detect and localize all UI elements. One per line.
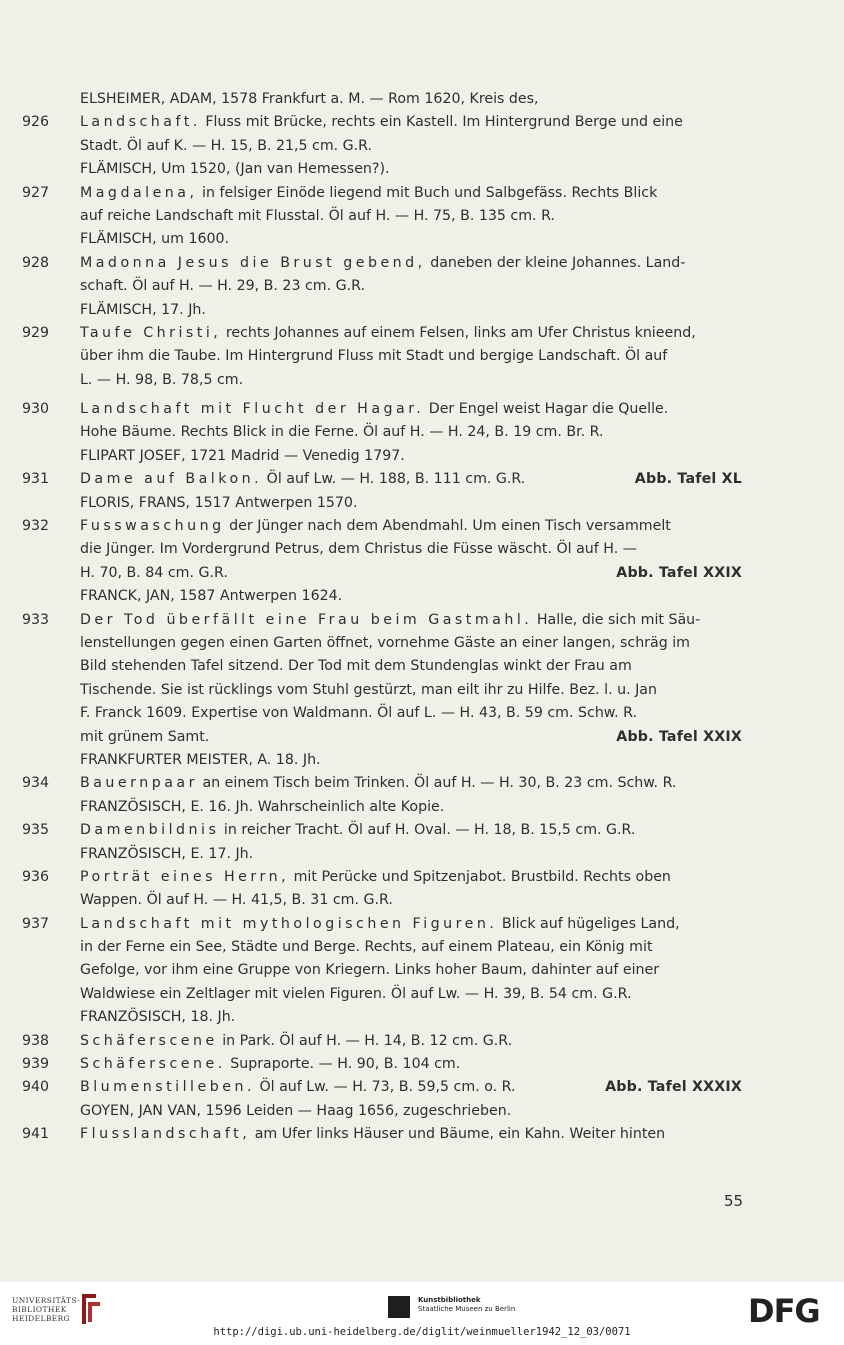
lot-text: am Ufer links Häuser und Bäume, ein Kahn. Weiter hinten (254, 1126, 666, 1143)
lot-number: 930 (22, 401, 50, 418)
lot-text: in der Ferne ein See, Städte und Berge. Rechts, auf einem Plateau, ein König mit (80, 939, 653, 956)
catalogue-line (0, 936, 844, 959)
permalink-url[interactable]: http://digi.ub.uni-heidelberg.de/diglit/weinmueller1942_12_03/0071 (213, 1326, 631, 1338)
catalogue-line (0, 322, 844, 345)
artist-header (0, 1100, 844, 1123)
lot-description (80, 1053, 744, 1076)
lot-title: Fusswaschung (80, 518, 225, 535)
lot-text: L. — H. 98, B. 78,5 cm. (80, 371, 244, 388)
lot-title: Schäferscene. (80, 1056, 226, 1073)
kb-name: Kunstbibliothek (418, 1296, 481, 1304)
lot-description (80, 345, 744, 368)
catalogue-line (0, 1030, 844, 1053)
dfg-logo[interactable]: DFG (748, 1292, 820, 1330)
catalogue-line (0, 345, 844, 368)
lot-number: 941 (22, 1126, 50, 1143)
lot-description (80, 538, 744, 561)
lot-text: Öl auf Lw. — H. 73, B. 59,5 cm. o. R. (259, 1079, 516, 1096)
artist-header-text: FLÄMISCH, 17. Jh. (80, 301, 206, 318)
lot-text: auf reiche Landschaft mit Flusstal. Öl auf H. — H. 75, B. 135 cm. R. (80, 207, 555, 224)
lot-number: 931 (22, 471, 50, 488)
catalogue-line (0, 983, 844, 1006)
plate-reference: Abb. Tafel XXXIX (605, 1079, 742, 1096)
lot-title: Schäferscene (80, 1032, 218, 1049)
catalogue-line (0, 205, 844, 228)
catalogue-line (0, 1076, 844, 1099)
lot-title: Landschaft mit Flucht der Hagar. (80, 401, 425, 418)
artist-header (0, 585, 844, 608)
lot-number: 937 (22, 915, 50, 932)
lot-description (80, 205, 744, 228)
lot-description (80, 819, 744, 842)
lot-description (80, 913, 744, 936)
catalogue-text (0, 88, 844, 1147)
artist-header-text: FRANZÖSISCH, 18. Jh. (80, 1009, 236, 1026)
catalogue-line (0, 515, 844, 538)
lot-text: lenstellungen gegen einen Garten öffnet, vornehme Gäste an einer langen, schräg im (80, 634, 690, 651)
lot-description (80, 1030, 744, 1053)
catalogue-line (0, 421, 844, 444)
catalogue-line (0, 702, 844, 725)
artist-header-text: FLIPART JOSEF, 1721 Madrid — Venedig 1797. (80, 447, 405, 464)
lot-title: Der Tod überfällt eine Frau beim Gastmahl. (80, 611, 533, 628)
university-library-logo[interactable] (12, 1296, 80, 1323)
lot-description (80, 983, 744, 1006)
lot-description (80, 609, 744, 632)
artist-header-text: GOYEN, JAN VAN, 1596 Leiden — Haag 1656, zugeschrieben. (80, 1102, 512, 1119)
library-name-line: BIBLIOTHEK (12, 1305, 67, 1314)
lot-title: Blumenstilleben. (80, 1079, 255, 1096)
lot-text: über ihm die Taube. Im Hintergrund Fluss mit Stadt und bergige Landschaft. Öl auf (80, 348, 668, 365)
catalogue-line (0, 275, 844, 298)
lot-text: in felsiger Einöde liegend mit Buch und Salbgefäss. Rechts Blick (202, 184, 658, 201)
lot-title: Porträt eines Herrn, (80, 868, 290, 885)
lot-title: Madonna Jesus die Brust gebend, (80, 254, 426, 271)
artist-header-text: FLÄMISCH, um 1600. (80, 231, 230, 248)
catalogue-line (0, 135, 844, 158)
catalogue-line (0, 819, 844, 842)
lot-text: an einem Tisch beim Trinken. Öl auf H. — H. 30, B. 23 cm. Schw. R. (202, 775, 677, 792)
lot-description (80, 275, 744, 298)
catalogue-line (0, 468, 844, 491)
artist-header (0, 796, 844, 819)
lot-number: 939 (22, 1056, 50, 1073)
lot-number: 929 (22, 324, 50, 341)
artist-header-text: FRANZÖSISCH, E. 16. Jh. Wahrscheinlich alte Kopie. (80, 798, 445, 815)
lot-description (80, 421, 744, 444)
library-name-line: HEIDELBERG (12, 1314, 71, 1323)
lot-number: 936 (22, 868, 50, 885)
lot-text: H. 70, B. 84 cm. G.R. (80, 564, 228, 581)
lot-description (80, 959, 744, 982)
lot-title: Landschaft. (80, 114, 201, 131)
lot-description (80, 369, 744, 392)
lot-description (80, 702, 744, 725)
lot-text: die Jünger. Im Vordergrund Petrus, dem Christus die Füsse wäscht. Öl auf H. — (80, 541, 637, 558)
lot-description (80, 772, 744, 795)
lot-title: Taufe Christi, (80, 324, 222, 341)
catalogue-line (0, 369, 844, 392)
kb-subtitle: Staatliche Museen zu Berlin (418, 1305, 516, 1313)
lot-text: Fluss mit Brücke, rechts ein Kastell. Im Hintergrund Berge und eine (205, 114, 683, 131)
lot-text: Stadt. Öl auf K. — H. 15, B. 21,5 cm. G.R. (80, 137, 373, 154)
kunstbibliothek-mark-icon (388, 1296, 410, 1318)
artist-header (0, 843, 844, 866)
lot-description (80, 252, 744, 275)
catalogue-line (0, 632, 844, 655)
lot-number: 928 (22, 254, 50, 271)
catalogue-line (0, 913, 844, 936)
lot-text: Blick auf hügeliges Land, (501, 915, 680, 932)
artist-header (0, 492, 844, 515)
lot-number: 927 (22, 184, 50, 201)
catalogue-line (0, 609, 844, 632)
catalogue-line (0, 679, 844, 702)
artist-header (0, 749, 844, 772)
lot-text: in reicher Tracht. Öl auf H. Oval. — H. 18, B. 15,5 cm. G.R. (223, 822, 636, 839)
catalogue-line (0, 111, 844, 134)
artist-header (0, 158, 844, 181)
lot-description (80, 936, 744, 959)
lot-number: 933 (22, 611, 50, 628)
artist-header-text: ELSHEIMER, ADAM, 1578 Frankfurt a. M. — Rom 1620, Kreis des, (80, 91, 539, 107)
lot-text: schaft. Öl auf H. — H. 29, B. 23 cm. G.R. (80, 278, 365, 295)
lot-description (80, 111, 744, 134)
lot-text: mit grünem Samt. (80, 728, 210, 745)
lot-text: der Jünger nach dem Abendmahl. Um einen Tisch versammelt (229, 518, 671, 535)
plate-reference: Abb. Tafel XXIX (616, 564, 742, 581)
lot-text: Tischende. Sie ist rücklings vom Stuhl gestürzt, man eilt ihr zu Hilfe. Bez. l. u. Jan (80, 681, 657, 698)
lot-text: Öl auf Lw. — H. 188, B. 111 cm. G.R. (266, 471, 526, 488)
catalogue-line (0, 655, 844, 678)
lot-description (80, 655, 744, 678)
lot-text: in Park. Öl auf H. — H. 14, B. 12 cm. G.R. (222, 1032, 513, 1049)
lot-title: Bauernpaar (80, 775, 198, 792)
plate-reference: Abb. Tafel XL (634, 471, 742, 488)
lot-text: Bild stehenden Tafel sitzend. Der Tod mit dem Stundenglas winkt der Frau am (80, 658, 632, 675)
page-number: 55 (724, 1192, 744, 1210)
lot-text: Gefolge, vor ihm eine Gruppe von Kriegern. Links hoher Baum, dahinter auf einer (80, 962, 660, 979)
catalogue-line (0, 959, 844, 982)
lot-description (80, 398, 744, 421)
lot-number: 932 (22, 518, 50, 535)
lot-text: mit Perücke und Spitzenjabot. Brustbild. Rechts oben (293, 868, 671, 885)
lot-description (80, 889, 744, 912)
lot-text: Hohe Bäume. Rechts Blick in die Ferne. Öl auf H. — H. 24, B. 19 cm. Br. R. (80, 424, 604, 441)
catalogue-line (0, 866, 844, 889)
lot-text: Wappen. Öl auf H. — H. 41,5, B. 31 cm. G.R. (80, 892, 393, 909)
lot-text: Waldwiese ein Zeltlager mit vielen Figuren. Öl auf Lw. — H. 39, B. 54 cm. G.R. (80, 985, 632, 1002)
lot-description (80, 866, 744, 889)
lot-title: Flusslandschaft, (80, 1126, 251, 1143)
catalogue-line (0, 726, 844, 749)
lot-text: daneben der kleine Johannes. Land- (430, 254, 686, 271)
lot-number: 938 (22, 1032, 50, 1049)
lot-description (80, 679, 744, 702)
lot-text: Der Engel weist Hagar die Quelle. (428, 401, 669, 418)
artist-header (0, 445, 844, 468)
artist-header-text: FRANZÖSISCH, E. 17. Jh. (80, 845, 254, 862)
lot-number: 926 (22, 114, 50, 131)
catalogue-line (0, 889, 844, 912)
artist-header-text: FRANKFURTER MEISTER, A. 18. Jh. (80, 751, 321, 768)
university-seal-icon (78, 1292, 102, 1326)
catalogue-line (0, 1053, 844, 1076)
lot-description (80, 322, 744, 345)
artist-header (0, 1006, 844, 1029)
catalogue-line (0, 398, 844, 421)
catalogue-line (0, 562, 844, 585)
artist-header-text: FLORIS, FRANS, 1517 Antwerpen 1570. (80, 494, 358, 511)
artist-header (0, 88, 844, 111)
lot-description (80, 135, 744, 158)
lot-text: rechts Johannes auf einem Felsen, links am Ufer Christus knieend, (225, 324, 696, 341)
lot-title: Dame auf Balkon. (80, 471, 263, 488)
artist-header-text: FLÄMISCH, Um 1520, (Jan van Hemessen?). (80, 161, 390, 178)
catalogue-line (0, 1123, 844, 1146)
lot-number: 935 (22, 822, 50, 839)
lot-text: Halle, die sich mit Säu- (536, 611, 701, 628)
artist-header (0, 299, 844, 322)
lot-number: 940 (22, 1079, 50, 1096)
lot-description (80, 515, 744, 538)
kunstbibliothek-text (418, 1296, 515, 1314)
artist-header-text: FRANCK, JAN, 1587 Antwerpen 1624. (80, 588, 343, 605)
lot-description (80, 632, 744, 655)
catalogue-line (0, 182, 844, 205)
library-name-line: UNIVERSITÄTS- (12, 1296, 81, 1305)
lot-description (80, 1123, 744, 1146)
catalogue-line (0, 538, 844, 561)
lot-number: 934 (22, 775, 50, 792)
lot-title: Magdalena, (80, 184, 198, 201)
lot-description (80, 182, 744, 205)
plate-reference: Abb. Tafel XXIX (616, 728, 742, 745)
catalogue-line (0, 772, 844, 795)
lot-title: Damenbildnis (80, 822, 220, 839)
artist-header (0, 228, 844, 251)
lot-text: F. Franck 1609. Expertise von Waldmann. Öl auf L. — H. 43, B. 59 cm. Schw. R. (80, 705, 637, 722)
lot-title: Landschaft mit mythologischen Figuren. (80, 915, 498, 932)
catalogue-line (0, 252, 844, 275)
lot-text: Supraporte. — H. 90, B. 104 cm. (230, 1056, 461, 1073)
